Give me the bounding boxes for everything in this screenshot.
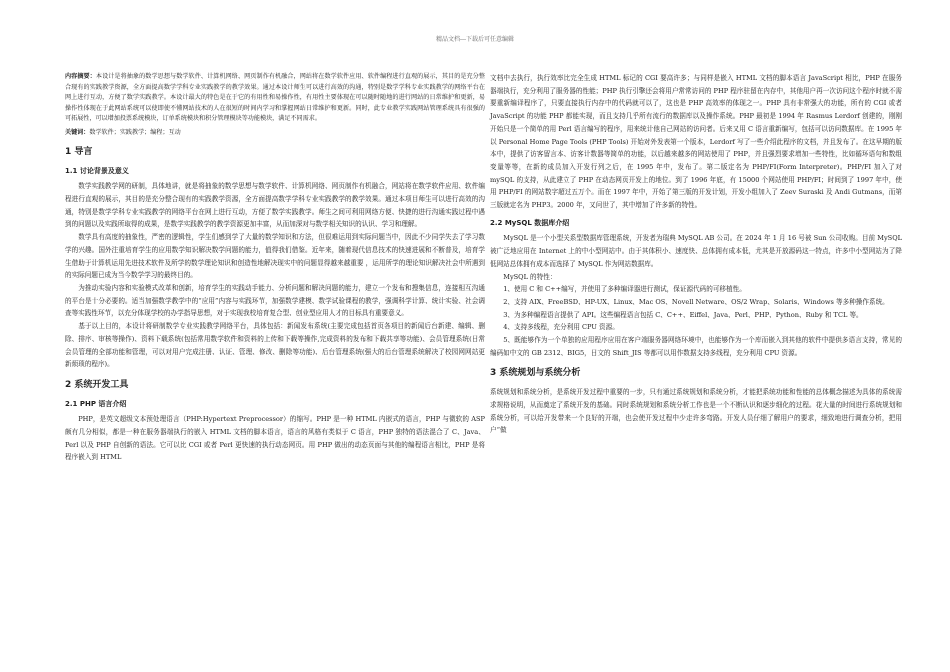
section-3-title: 3 系统规划与系统分析 xyxy=(490,368,581,379)
features-list xyxy=(490,283,902,359)
paragraph: 基于以上目的，本设计将研制数学专业实践教学网络平台，具体包括：新闻发布系统(主要完成包括首页各项目的新闻后台新建、编辑、删除、排序、审核等操作)、资料下载系统(包括常用数学软件和资料的上传和下载等操作,完成资料的发布和下载共享等功能)、会员管理系统(日常会员管理的全部功能和管理，可以对用户完成注册、认证、管理、修改、删除等功能)、后台管理系统(强大的后台管理系统解决了校园网网站更新烦琐的程序)。 xyxy=(65,322,485,369)
list-item: 2、支持 AIX、FreeBSD、HP-UX、Linux、Mac OS、Novell Netware、OS/2 Wrap、Solaris、Windows 等多种操作系统。 xyxy=(503,297,889,306)
paragraph: 数学具有高度的抽象性，严密的逻辑性，学生们感到学了大量的数学知识和方法，但很难运用到实际问题当中，因此不少同学失去了学习数学的兴趣。国外注重培育学生的应用数学知识解决数学问题的能力，值得我们借鉴。近年来，随着现代信息技术的快速进展和不断普及，培育学生借助于计算机运用先进技术软件及所学的数学理论知识和创造性地解决现实中的问题显得越来越重要 ，运用所学的理论知识解决社会中所遇到的实际问题已成为当今数学学习的最终目的。 xyxy=(65,233,485,280)
list-item: 3、为多种编程语言提供了 API。这些编程语言包括 C、C++、Eiffel、Java、Perl、PHP、Python、Ruby 和 TCL 等。 xyxy=(503,310,863,319)
list-item: 5、既能够作为一个单独的应用程序应用在客户端服务器网络环境中，也能够作为一个库而嵌入到其他的软件中提供多语言支持，常见的编码如中文的 GB 2312、BIG5，日文的 Shift_JIS 等都可以用作数据支持多线程，充分利用 CPU 资源。 xyxy=(490,336,902,357)
section-2-2-title: 2.2 MySQL 数据库介绍 xyxy=(490,218,570,227)
section-1-title: 1 导言 xyxy=(65,146,93,157)
keywords-text: 数学软件；实践教学；编程；互动 xyxy=(89,128,181,136)
paragraph: MySQL 是一个小型关系型数据库管理系统，开发者为瑞典 MySQL AB 公司。在 2024 年 1 月 16 号被 Sun 公司收购。目前 MySQL 被广泛地应用在 Internet 上的中小型网站中。由于其体积小、速度快、总体拥有成本低，尤其是开放源码这一特点，许多中小型网站为了降低网站总体拥有成本而选择了 MySQL 作为网站数据库。 xyxy=(490,234,902,268)
paragraph: 文档中去执行，执行效率比完全生成 HTML 标记的 CGI 要高许多；与同样是嵌入 HTML 文档的脚本语言 JavaScript 相比，PHP 在服务器端执行，充分利用了服务器的性能；PHP 执行引擎还会将用户常常访问的 PHP 程序驻留在内存中，其他用户再一次访问这个程序时就不需要重新编译程序了，只要直接执行内存中的代码就可以了，这也是 PHP 高效率的体现之一。PHP 具有非常强大的功能，所有的 CGI 或者 JavaScript 的功能 PHP 都能实现，而且支持几乎所有流行的数据库以及操作系统。PHP 最初是 1994 年 Rasmus Lerdorf 创建的，刚刚开始只是一个简单的用 Perl 语言编写的程序，用来统计他自己网站的访问者。后来又用 C 语言重新编写，包括可以访问数据库。在 1995 年以 Personal Home Page Tools (PHP Tools) 开始对外发表第一个版本，Lerdorf 写了一些介绍此程序的文档，并且发布了。在这早期的版本中，提供了访客留言本、访客计数器等简单的功能，以后越来越多的网站使用了 PHP，并且强烈要求增加一些特性，比如循环语句和数组变量等等，在新的成员加入开发行列之后，在 1995 年中，发布了。第二版定名为 PHP/FI(Form Interpreter)。PHP/FI 加入了对 mySQL 的支持，从此建立了 PHP 在动态网页开发上的地位。到了 1996 年底，有 15000 个网站使用 PHP/FI；时间到了 1997 年中，使用 PHP/FI 的网站数字超过五万个。而在 1997 年中，开始了第三版的开发计划，开发小组加入了 Zeev Suraski 及 Andi Gutmans，而第三版就定名为 PHP3。2000 年，又问世了，其中增加了许多新的特性。 xyxy=(490,74,902,210)
list-item: 1、使用 C 和 C++编写，并使用了多种编译器进行测试，保证源代码的可移植性。 xyxy=(503,285,746,294)
page-header: 精品文档---下载后可任意编辑 xyxy=(435,36,515,43)
abstract-text: 本设计是将抽象的数学思想与数学软件、计算机网络、网页制作有机融合，网站将在数学软件应用、软件编程进行直观的展示，其目的是充分整合现有的实践教学资源，全方面提高数学学科专业实践教学的教学效果。通过本设计师生可以进行高效的沟通，特别是数学学科专业实践教学的网络平台在网上进行互动，方便了数学实践教学。本设计最大的特色是在于它的有用性和易操作性，有用性主要体现在可以随时随地的进行网站的日常维护和更新，易操作性体现在于此网站系统可以使即使不懂网站技术的人在很短的时间内学习和掌握网站日常维护和更新。同时，此专业教学实践网站管理系统具有很强的可拓展性，可以增加投票系统模块，订单系统模块和积分管理模块等功能模块，满足不同需求。 xyxy=(65,73,486,123)
keywords-label: 关键词： xyxy=(65,128,90,136)
abstract xyxy=(65,72,485,125)
section-2-title: 2 系统开发工具 xyxy=(65,379,129,390)
paragraph: 为推动实验内容和实验模式改革和创新，培育学生的实践动手能力、分析问题和解决问题的能力，建立一个发布和搜集信息，连接相互沟通的平台是十分必要的。适当加强数学教学中的“应用”内容与实践环节，加强数学建模、数学试验课程的教学，强调科学计算、统计实验、社会调查等实践性环节，以充分体现学校的办学指导思想，对于实现我校培育复合型、创业型应用人才的目标具有重要意义。 xyxy=(65,284,485,318)
right-column xyxy=(490,72,902,437)
features-heading: MySQL 的特性： xyxy=(503,272,557,281)
paragraph: 数学实践教学网的研制，具体地讲，就是将抽象的数学思想与数学软件、计算机网络、网页制作有机融合，网站将在数学软件应用、软件编程进行直观的展示，其目的是充分整合现有的实践教学资源，全方面提高数学学科专业实践教学的教学效果。通过本项目师生可以进行高效的沟通，特别是数学学科专业实践教学的网络平台在网上进行互动，方便了数学实践教学。师生之间可利用网络方便、快捷的进行沟通实践过程中遇到的问题以及实践所取得的成果，是数学实践教学的教学资源更加丰富，从而加深对与数学相关知识的认识、学习和理解。 xyxy=(65,182,485,229)
paragraph: 系统规划和系统分析，是系统开发过程中重要的一步，只有通过系统规划和系统分析，才能把系统功能和性能的总体概念描述为具体的系统需求规格说明，从而奠定了系统开发的基础。同时系统规划和系统分析工作也是一个不断认识和逐步细化的过程。花大量的时间进行系统规划和系统分析，可以给开发带来一个良好的开端，也会使开发过程中少走许多弯路。开发人员仔细了解用户的要求，细致地进行调查分析，把用户“做 xyxy=(490,388,902,435)
left-column xyxy=(65,72,485,464)
section-1-1-title: 1.1 讨论背景及意义 xyxy=(65,166,129,175)
abstract-label: 内容摘要： xyxy=(65,73,96,80)
keywords xyxy=(65,127,485,138)
list-item: 4、支持多线程，充分利用 CPU 资源。 xyxy=(503,323,619,332)
section-2-1-title: 2.1 PHP 语言介绍 xyxy=(65,399,127,408)
paragraph: PHP，是英文超级文本预处理语言（PHP:Hypertext Preprocessor）的缩写。PHP 是一种 HTML 内嵌式的语言，PHP 与微软的 ASP 颇有几分相似，都是一种在服务器端执行的嵌入 HTML 文档的脚本语言，语言的风格有类似于 C 语言，PHP 独特的语法混合了 C、Java、Perl 以及 PHP 自创新的语法。它可以比 CGI 或者 Perl 更快速的执行动态网页。用 PHP 做出的动态页面与其他的编程语言相比，PHP 是将程序嵌入到 HTML xyxy=(65,415,485,462)
